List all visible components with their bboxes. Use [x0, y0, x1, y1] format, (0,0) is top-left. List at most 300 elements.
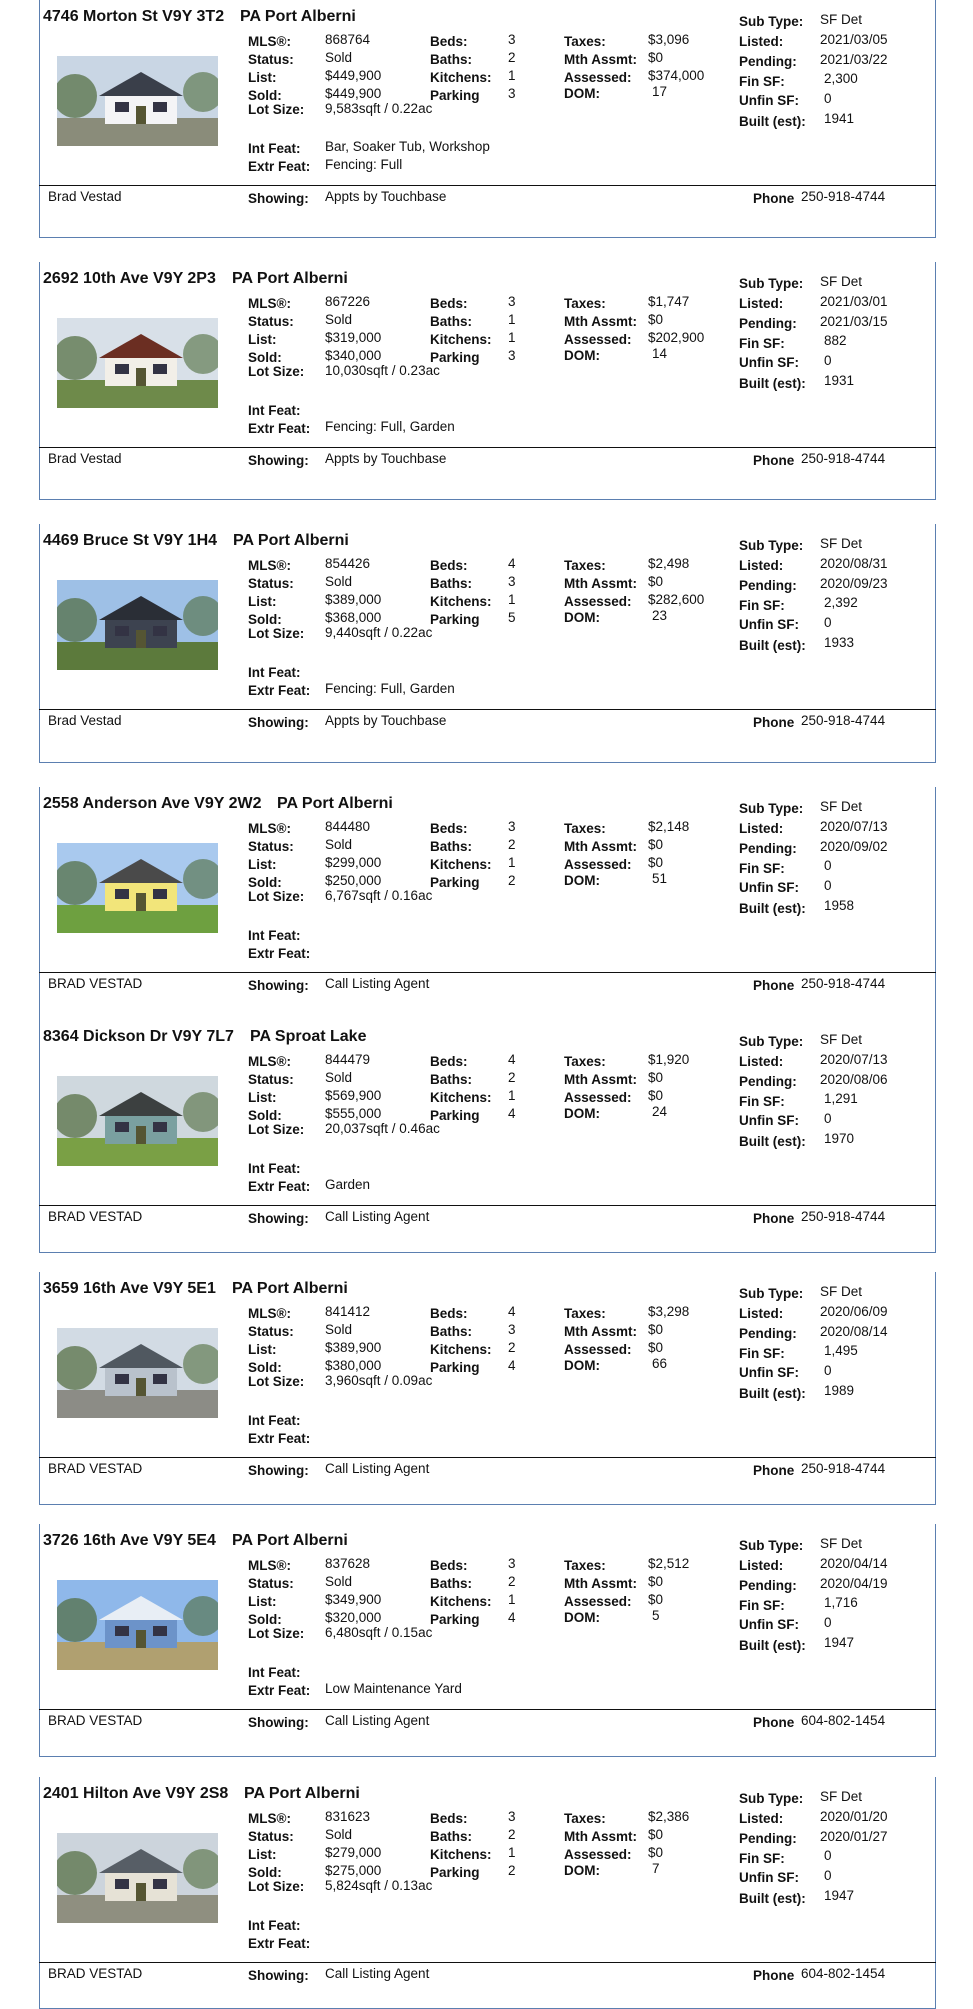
assessed-label: Assessed:	[564, 594, 632, 609]
taxes-value: $2,512	[648, 1556, 690, 1571]
kitchens-value: 1	[508, 592, 516, 607]
unfin-sf-label: Unfin SF:	[739, 93, 799, 108]
status-label: Status:	[248, 1072, 294, 1087]
parking-label: Parking	[430, 875, 480, 890]
mth-assmt-label: Mth Assmt:	[564, 1576, 637, 1591]
beds-label: Beds:	[430, 1811, 468, 1826]
listing-area: PA Port Alberni	[244, 1785, 360, 1802]
built-value: 1958	[824, 898, 855, 913]
built-value: 1989	[824, 1383, 855, 1398]
taxes-value: $1,747	[648, 294, 690, 309]
beds-label: Beds:	[430, 821, 468, 836]
listing-address: 8364 Dickson Dr V9Y 7L7	[43, 1028, 234, 1045]
parking-label: Parking	[430, 350, 480, 365]
beds-label: Beds:	[430, 1558, 468, 1573]
fin-sf-value: 1,716	[824, 1595, 858, 1610]
fin-sf-label: Fin SF:	[739, 1598, 785, 1613]
phone-value: 250-918-4744	[801, 189, 886, 204]
listing-frame-bottom	[39, 1504, 936, 1505]
built-label: Built (est):	[739, 1638, 806, 1653]
listing-frame-bottom	[39, 762, 936, 763]
status-value: Sold	[325, 1322, 353, 1337]
fin-sf-label: Fin SF:	[739, 1346, 785, 1361]
kitchens-label: Kitchens:	[430, 857, 492, 872]
dom-label: DOM:	[564, 873, 600, 888]
listing-address: 2692 10th Ave V9Y 2P3	[43, 270, 216, 287]
pending-date: 2020/09/02	[820, 839, 888, 854]
assessed-label: Assessed:	[564, 1847, 632, 1862]
pending-label: Pending:	[739, 1326, 797, 1341]
lot-size-value: 6,480sqft / 0.15ac	[325, 1625, 433, 1640]
status-value: Sold	[325, 312, 353, 327]
taxes-label: Taxes:	[564, 821, 606, 836]
phone-label: Phone	[753, 1211, 795, 1226]
extr-feat-value: Low Maintenance Yard	[325, 1681, 462, 1696]
parking-value: 3	[508, 348, 516, 363]
int-feat-label: Int Feat:	[248, 141, 301, 156]
status-label: Status:	[248, 1576, 294, 1591]
assessed-value: $202,900	[648, 330, 705, 345]
pending-date: 2021/03/22	[820, 52, 888, 67]
mls-label: MLS®:	[248, 296, 291, 311]
listed-label: Listed:	[739, 1811, 784, 1826]
unfin-sf-label: Unfin SF:	[739, 355, 799, 370]
built-label: Built (est):	[739, 638, 806, 653]
showing-label: Showing:	[248, 978, 309, 993]
phone-value: 250-918-4744	[801, 713, 886, 728]
extr-feat-label: Extr Feat:	[248, 421, 311, 436]
sold-price-label: Sold:	[248, 1865, 282, 1880]
kitchens-value: 1	[508, 68, 516, 83]
built-label: Built (est):	[739, 901, 806, 916]
baths-value: 2	[508, 50, 516, 65]
fin-sf-value: 1,291	[824, 1091, 858, 1106]
taxes-value: $1,920	[648, 1052, 690, 1067]
showing-label: Showing:	[248, 715, 309, 730]
listed-date: 2020/06/09	[820, 1304, 888, 1319]
baths-label: Baths:	[430, 1324, 473, 1339]
baths-label: Baths:	[430, 314, 473, 329]
list-price-label: List:	[248, 1342, 277, 1357]
lot-size-value: 6,767sqft / 0.16ac	[325, 888, 433, 903]
beds-value: 3	[508, 819, 516, 834]
mls-value: 854426	[325, 556, 371, 571]
agent-name: Brad Vestad	[48, 713, 122, 728]
mth-assmt-value: $0	[648, 574, 664, 589]
agent-name: BRAD VESTAD	[48, 976, 143, 991]
phone-value: 604-802-1454	[801, 1966, 886, 1981]
taxes-label: Taxes:	[564, 1811, 606, 1826]
fin-sf-label: Fin SF:	[739, 74, 785, 89]
kitchens-label: Kitchens:	[430, 1342, 492, 1357]
list-price-label: List:	[248, 1847, 277, 1862]
fin-sf-label: Fin SF:	[739, 1094, 785, 1109]
unfin-sf-value: 0	[824, 353, 832, 368]
phone-label: Phone	[753, 978, 795, 993]
phone-label: Phone	[753, 453, 795, 468]
baths-label: Baths:	[430, 52, 473, 67]
listed-label: Listed:	[739, 821, 784, 836]
status-value: Sold	[325, 837, 353, 852]
footer-divider	[39, 1962, 936, 1963]
taxes-value: $2,498	[648, 556, 690, 571]
dom-value: 7	[652, 1861, 660, 1876]
int-feat-label: Int Feat:	[248, 403, 301, 418]
assessed-value: $0	[648, 1845, 664, 1860]
lot-size-value: 10,030sqft / 0.23ac	[325, 363, 440, 378]
listing-area: PA Port Alberni	[232, 1280, 348, 1297]
dom-label: DOM:	[564, 1610, 600, 1625]
listing-area: PA Port Alberni	[232, 1532, 348, 1549]
sold-price-value: $340,000	[325, 348, 382, 363]
phone-value: 604-802-1454	[801, 1713, 886, 1728]
fin-sf-value: 882	[824, 333, 847, 348]
list-price-label: List:	[248, 594, 277, 609]
assessed-value: $282,600	[648, 592, 705, 607]
kitchens-label: Kitchens:	[430, 70, 492, 85]
agent-name: Brad Vestad	[48, 451, 122, 466]
listed-label: Listed:	[739, 1054, 784, 1069]
sub-type-label: Sub Type:	[739, 538, 804, 553]
int-feat-value: Bar, Soaker Tub, Workshop	[325, 139, 490, 154]
parking-label: Parking	[430, 612, 480, 627]
list-price-value: $299,000	[325, 855, 382, 870]
fin-sf-value: 0	[824, 858, 832, 873]
list-price-label: List:	[248, 1594, 277, 1609]
baths-label: Baths:	[430, 839, 473, 854]
status-label: Status:	[248, 839, 294, 854]
beds-value: 3	[508, 1556, 516, 1571]
phone-value: 250-918-4744	[801, 976, 886, 991]
phone-label: Phone	[753, 191, 795, 206]
unfin-sf-value: 0	[824, 1615, 832, 1630]
assessed-value: $374,000	[648, 68, 705, 83]
baths-label: Baths:	[430, 576, 473, 591]
pending-date: 2020/09/23	[820, 576, 888, 591]
fin-sf-value: 0	[824, 1848, 832, 1863]
list-price-label: List:	[248, 332, 277, 347]
baths-value: 2	[508, 1070, 516, 1085]
taxes-label: Taxes:	[564, 296, 606, 311]
sub-type-value: SF Det	[820, 274, 863, 289]
dom-label: DOM:	[564, 610, 600, 625]
sub-type-value: SF Det	[820, 12, 863, 27]
listing-photo[interactable]	[57, 318, 218, 408]
int-feat-label: Int Feat:	[248, 665, 301, 680]
lot-size-label: Lot Size:	[248, 1879, 305, 1894]
showing-value: Call Listing Agent	[325, 976, 430, 991]
taxes-label: Taxes:	[564, 34, 606, 49]
listing-photo[interactable]	[57, 1328, 218, 1418]
kitchens-label: Kitchens:	[430, 332, 492, 347]
status-label: Status:	[248, 1324, 294, 1339]
built-label: Built (est):	[739, 1891, 806, 1906]
assessed-value: $0	[648, 1340, 664, 1355]
mls-value: 844479	[325, 1052, 371, 1067]
parking-value: 5	[508, 610, 516, 625]
parking-value: 2	[508, 873, 516, 888]
dom-value: 5	[652, 1608, 660, 1623]
built-value: 1931	[824, 373, 855, 388]
listing-area: PA Sproat Lake	[250, 1028, 367, 1045]
baths-value: 2	[508, 837, 516, 852]
showing-value: Appts by Touchbase	[325, 713, 447, 728]
extr-feat-label: Extr Feat:	[248, 946, 311, 961]
beds-value: 3	[508, 32, 516, 47]
sub-type-value: SF Det	[820, 1789, 863, 1804]
int-feat-label: Int Feat:	[248, 1918, 301, 1933]
sub-type-label: Sub Type:	[739, 276, 804, 291]
assessed-label: Assessed:	[564, 1594, 632, 1609]
unfin-sf-label: Unfin SF:	[739, 617, 799, 632]
listed-label: Listed:	[739, 558, 784, 573]
parking-value: 4	[508, 1106, 516, 1121]
extr-feat-label: Extr Feat:	[248, 159, 311, 174]
parking-label: Parking	[430, 1360, 480, 1375]
lot-size-label: Lot Size:	[248, 1626, 305, 1641]
listed-date: 2020/01/20	[820, 1809, 888, 1824]
list-price-value: $389,000	[325, 592, 382, 607]
pending-date: 2020/08/14	[820, 1324, 888, 1339]
sub-type-label: Sub Type:	[739, 1286, 804, 1301]
sold-price-value: $380,000	[325, 1358, 382, 1373]
mth-assmt-value: $0	[648, 837, 664, 852]
sub-type-label: Sub Type:	[739, 14, 804, 29]
extr-feat-label: Extr Feat:	[248, 683, 311, 698]
showing-value: Call Listing Agent	[325, 1966, 430, 1981]
extr-feat-label: Extr Feat:	[248, 1683, 311, 1698]
beds-value: 4	[508, 556, 516, 571]
sold-price-value: $555,000	[325, 1106, 382, 1121]
baths-label: Baths:	[430, 1576, 473, 1591]
phone-value: 250-918-4744	[801, 451, 886, 466]
listing-photo[interactable]	[57, 843, 218, 933]
fin-sf-label: Fin SF:	[739, 598, 785, 613]
taxes-label: Taxes:	[564, 1558, 606, 1573]
beds-label: Beds:	[430, 1306, 468, 1321]
extr-feat-label: Extr Feat:	[248, 1431, 311, 1446]
mls-label: MLS®:	[248, 34, 291, 49]
sub-type-value: SF Det	[820, 1032, 863, 1047]
mth-assmt-label: Mth Assmt:	[564, 576, 637, 591]
showing-label: Showing:	[248, 1211, 309, 1226]
beds-value: 3	[508, 294, 516, 309]
unfin-sf-value: 0	[824, 1111, 832, 1126]
showing-label: Showing:	[248, 1968, 309, 1983]
beds-value: 3	[508, 1809, 516, 1824]
assessed-value: $0	[648, 1592, 664, 1607]
list-price-value: $389,900	[325, 1340, 382, 1355]
pending-label: Pending:	[739, 841, 797, 856]
sold-price-value: $275,000	[325, 1863, 382, 1878]
assessed-label: Assessed:	[564, 332, 632, 347]
listed-date: 2021/03/05	[820, 32, 888, 47]
showing-label: Showing:	[248, 1463, 309, 1478]
phone-label: Phone	[753, 1968, 795, 1983]
built-value: 1941	[824, 111, 855, 126]
int-feat-label: Int Feat:	[248, 1161, 301, 1176]
dom-label: DOM:	[564, 348, 600, 363]
status-value: Sold	[325, 50, 353, 65]
dom-value: 51	[652, 871, 668, 886]
agent-name: BRAD VESTAD	[48, 1461, 143, 1476]
phone-value: 250-918-4744	[801, 1209, 886, 1224]
status-value: Sold	[325, 1827, 353, 1842]
unfin-sf-label: Unfin SF:	[739, 880, 799, 895]
mth-assmt-value: $0	[648, 1827, 664, 1842]
mth-assmt-label: Mth Assmt:	[564, 839, 637, 854]
mls-value: 837628	[325, 1556, 371, 1571]
mth-assmt-value: $0	[648, 1322, 664, 1337]
status-value: Sold	[325, 1070, 353, 1085]
mls-label: MLS®:	[248, 1054, 291, 1069]
kitchens-value: 1	[508, 330, 516, 345]
pending-label: Pending:	[739, 1074, 797, 1089]
beds-label: Beds:	[430, 34, 468, 49]
dom-value: 23	[652, 608, 668, 623]
sub-type-label: Sub Type:	[739, 1034, 804, 1049]
listing-photo[interactable]	[57, 56, 218, 146]
dom-value: 66	[652, 1356, 668, 1371]
phone-label: Phone	[753, 1463, 795, 1478]
mls-label: MLS®:	[248, 1811, 291, 1826]
fin-sf-label: Fin SF:	[739, 1851, 785, 1866]
list-price-label: List:	[248, 70, 277, 85]
list-price-label: List:	[248, 1090, 277, 1105]
taxes-label: Taxes:	[564, 558, 606, 573]
taxes-label: Taxes:	[564, 1054, 606, 1069]
sold-price-label: Sold:	[248, 612, 282, 627]
sold-price-value: $449,900	[325, 86, 382, 101]
beds-label: Beds:	[430, 296, 468, 311]
assessed-value: $0	[648, 855, 664, 870]
built-value: 1933	[824, 635, 855, 650]
footer-divider	[39, 1457, 936, 1458]
lot-size-label: Lot Size:	[248, 102, 305, 117]
assessed-label: Assessed:	[564, 70, 632, 85]
sold-price-label: Sold:	[248, 1360, 282, 1375]
parking-value: 2	[508, 1863, 516, 1878]
listing-photo[interactable]	[57, 1580, 218, 1670]
mth-assmt-label: Mth Assmt:	[564, 1072, 637, 1087]
listing-frame-bottom	[39, 499, 936, 500]
mth-assmt-label: Mth Assmt:	[564, 52, 637, 67]
list-price-value: $349,900	[325, 1592, 382, 1607]
status-label: Status:	[248, 1829, 294, 1844]
listed-date: 2020/08/31	[820, 556, 888, 571]
showing-value: Call Listing Agent	[325, 1461, 430, 1476]
built-value: 1947	[824, 1888, 855, 1903]
unfin-sf-value: 0	[824, 1868, 832, 1883]
agent-name: BRAD VESTAD	[48, 1713, 143, 1728]
listing-area: PA Port Alberni	[232, 270, 348, 287]
list-price-value: $569,900	[325, 1088, 382, 1103]
pending-label: Pending:	[739, 578, 797, 593]
baths-value: 3	[508, 1322, 516, 1337]
sub-type-value: SF Det	[820, 536, 863, 551]
mth-assmt-label: Mth Assmt:	[564, 1829, 637, 1844]
listing-area: PA Port Alberni	[277, 795, 393, 812]
taxes-label: Taxes:	[564, 1306, 606, 1321]
showing-label: Showing:	[248, 191, 309, 206]
listing-area: PA Port Alberni	[233, 532, 349, 549]
baths-value: 3	[508, 574, 516, 589]
status-label: Status:	[248, 52, 294, 67]
taxes-value: $2,148	[648, 819, 690, 834]
sub-type-value: SF Det	[820, 799, 863, 814]
dom-value: 17	[652, 84, 668, 99]
built-label: Built (est):	[739, 1134, 806, 1149]
baths-value: 2	[508, 1574, 516, 1589]
parking-label: Parking	[430, 1108, 480, 1123]
parking-value: 4	[508, 1358, 516, 1373]
pending-date: 2020/01/27	[820, 1829, 888, 1844]
listed-label: Listed:	[739, 34, 784, 49]
lot-size-label: Lot Size:	[248, 626, 305, 641]
footer-divider	[39, 1205, 936, 1206]
beds-value: 4	[508, 1304, 516, 1319]
unfin-sf-label: Unfin SF:	[739, 1365, 799, 1380]
parking-label: Parking	[430, 88, 480, 103]
mth-assmt-value: $0	[648, 1574, 664, 1589]
built-label: Built (est):	[739, 114, 806, 129]
sold-price-value: $250,000	[325, 873, 382, 888]
kitchens-label: Kitchens:	[430, 1594, 492, 1609]
listing-photo[interactable]	[57, 1076, 218, 1166]
listing-area: PA Port Alberni	[240, 8, 356, 25]
listed-label: Listed:	[739, 1306, 784, 1321]
unfin-sf-value: 0	[824, 91, 832, 106]
listing-frame-bottom	[39, 1756, 936, 1757]
dom-label: DOM:	[564, 1358, 600, 1373]
listed-date: 2020/07/13	[820, 1052, 888, 1067]
mls-value: 844480	[325, 819, 371, 834]
baths-value: 2	[508, 1827, 516, 1842]
listed-date: 2020/04/14	[820, 1556, 888, 1571]
kitchens-label: Kitchens:	[430, 594, 492, 609]
listing-photo[interactable]	[57, 580, 218, 670]
listing-address: 3726 16th Ave V9Y 5E4	[43, 1532, 216, 1549]
lot-size-value: 3,960sqft / 0.09ac	[325, 1373, 433, 1388]
pending-label: Pending:	[739, 1831, 797, 1846]
footer-divider	[39, 1709, 936, 1710]
status-label: Status:	[248, 576, 294, 591]
pending-label: Pending:	[739, 54, 797, 69]
unfin-sf-label: Unfin SF:	[739, 1870, 799, 1885]
phone-label: Phone	[753, 715, 795, 730]
kitchens-value: 1	[508, 1592, 516, 1607]
built-label: Built (est):	[739, 376, 806, 391]
sold-price-label: Sold:	[248, 88, 282, 103]
assessed-label: Assessed:	[564, 857, 632, 872]
listing-photo[interactable]	[57, 1833, 218, 1923]
listing-frame-bottom	[39, 237, 936, 238]
listing-address: 3659 16th Ave V9Y 5E1	[43, 1280, 216, 1297]
kitchens-value: 1	[508, 1088, 516, 1103]
baths-value: 1	[508, 312, 516, 327]
pending-date: 2020/04/19	[820, 1576, 888, 1591]
lot-size-value: 20,037sqft / 0.46ac	[325, 1121, 440, 1136]
kitchens-value: 1	[508, 855, 516, 870]
pending-label: Pending:	[739, 316, 797, 331]
agent-name: BRAD VESTAD	[48, 1209, 143, 1224]
built-value: 1947	[824, 1635, 855, 1650]
built-value: 1970	[824, 1131, 855, 1146]
listed-label: Listed:	[739, 1558, 784, 1573]
showing-label: Showing:	[248, 453, 309, 468]
sub-type-label: Sub Type:	[739, 1538, 804, 1553]
listing-address: 4469 Bruce St V9Y 1H4	[43, 532, 218, 549]
